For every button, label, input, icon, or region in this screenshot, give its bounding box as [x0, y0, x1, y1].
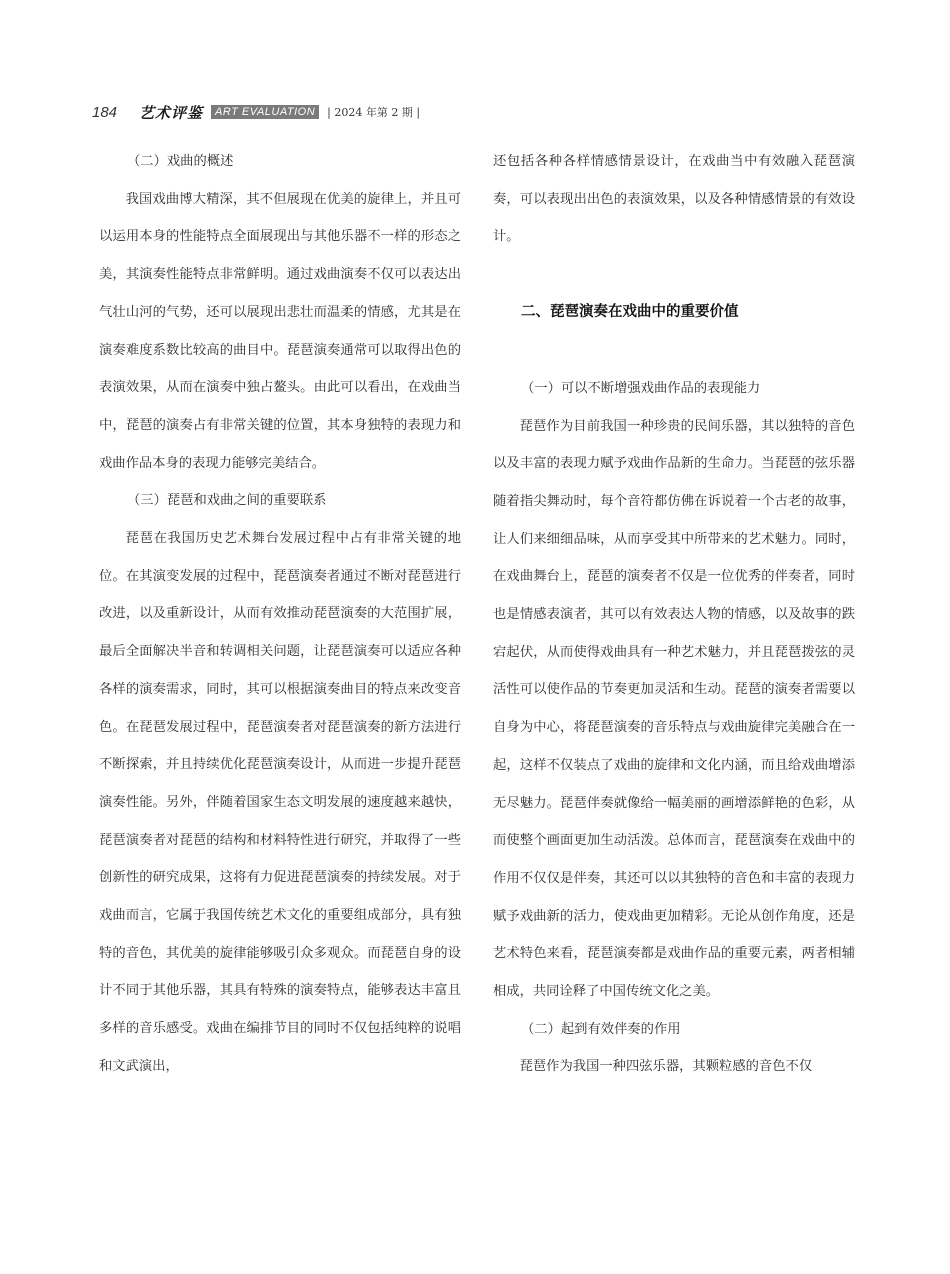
sub-heading: （二）戏曲的概述	[127, 154, 234, 169]
paragraph: 琵琶在我国历史艺术舞台发展过程中占有非常关键的地位。在其演变发展的过程中，琵琶演奏者通过不断对琵琶进行改进，以及重新设计，从而有效推动琵琶演奏的大范围扩展，最后全面解决半音和转调相关问题，让琵琶演奏可以适应各种各样的演奏需求，同时，其可以根据演奏曲目的特点来改变音色。在琵琶发展过程中，琵琶演奏者对琵琶演奏的新方法进行不断探索，并且持续优化琵琶演奏设计，从而进一步提升琵琶演奏性能。另外，伴随着国家生态文明发展的速度越来越快，琵琶演奏者对琵琶的结构和材料特性进行研究，并取得了一些创新性的研究成果，这将有力促进琵琶演奏的持续发展。对于戏曲而言，它属于我国传统艺术文化的重要组成部分，具有独特的音色，其优美的旋律能够吸引众多观众。而琵琶自身的设计不同于其他乐器，其具有特殊的演奏特点，能够表达丰富且多样的音乐感受。戏曲在编排节目的同时不仅包括纯粹的说唱和文武演出，	[99, 531, 461, 1074]
sub-heading: （二）起到有效伴奏的作用	[521, 1021, 681, 1037]
journal-english-title: ART EVALUATION	[211, 105, 319, 119]
paragraph-continued: 还包括各种各样情感情景设计，在戏曲当中有效融入琵琶演奏，可以表现出出色的表演效果，以及各种情感情景的有效设计。	[493, 154, 855, 245]
section-heading: 二、琵琶演奏在戏曲中的重要价值	[521, 304, 739, 321]
right-column	[493, 143, 855, 1086]
sub-heading: （三）琵琶和戏曲之间的重要联系	[127, 493, 327, 509]
paragraph: 我国戏曲博大精深，其不但展现在优美的旋律上，并且可以运用本身的性能特点全面展现出与其他乐器不一样的形态之美，其演奏性能特点非常鲜明。通过戏曲演奏不仅可以表达出气壮山河的气势，还可以展现出悲壮而温柔的情感，尤其是在演奏难度系数比较高的曲目中。琵琶演奏通常可以取得出色的表演效果，从而在演奏中独占鳌头。由此可以看出，在戏曲当中，琵琶的演奏占有非常关键的位置，其本身独特的表现力和戏曲作品本身的表现力能够完美结合。	[99, 191, 461, 471]
page-number: 184	[92, 103, 118, 121]
running-header	[92, 101, 420, 123]
left-column	[99, 143, 461, 1086]
sub-heading: （一）可以不断增强戏曲作品的表现能力	[521, 380, 761, 396]
issue-label: | 2024 年第 2 期 |	[327, 106, 421, 119]
journal-logo: 艺术评鉴	[139, 103, 204, 122]
paragraph: 琵琶作为目前我国一种珍贵的民间乐器，其以独特的音色以及丰富的表现力赋予戏曲作品新的生命力。当琵琶的弦乐器随着指尖舞动时，每个音符都仿佛在诉说着一个古老的故事，让人们来细细品味，从而享受其中所带来的艺术魅力。同时，在戏曲舞台上，琵琶的演奏者不仅是一位优秀的伴奏者，同时也是情感表演者，其可以有效表达人物的情感，以及故事的跌宕起伏，从而使得戏曲具有一种艺术魅力，并且琵琶拨弦的灵活性可以使作品的节奏更加灵活和生动。琵琶的演奏者需要以自身为中心，将琵琶演奏的音乐特点与戏曲旋律完美融合在一起，这样不仅装点了戏曲的旋律和文化内涵，而且给戏曲增添无尽魅力。琵琶伴奏就像给一幅美丽的画增添鲜艳的色彩，从而使整个画面更加生动活泼。总体而言，琵琶演奏在戏曲中的作用不仅仅是伴奏，其还可以以其独特的音色和丰富的表现力赋予戏曲新的活力，使戏曲更加精彩。无论从创作角度，还是艺术特色来看，琵琶演奏都是戏曲作品的重要元素，两者相辅相成，共同诠释了中国传统文化之美。	[493, 418, 855, 1000]
paragraph: 琵琶作为我国一种四弦乐器，其颗粒感的音色不仅	[519, 1059, 813, 1075]
